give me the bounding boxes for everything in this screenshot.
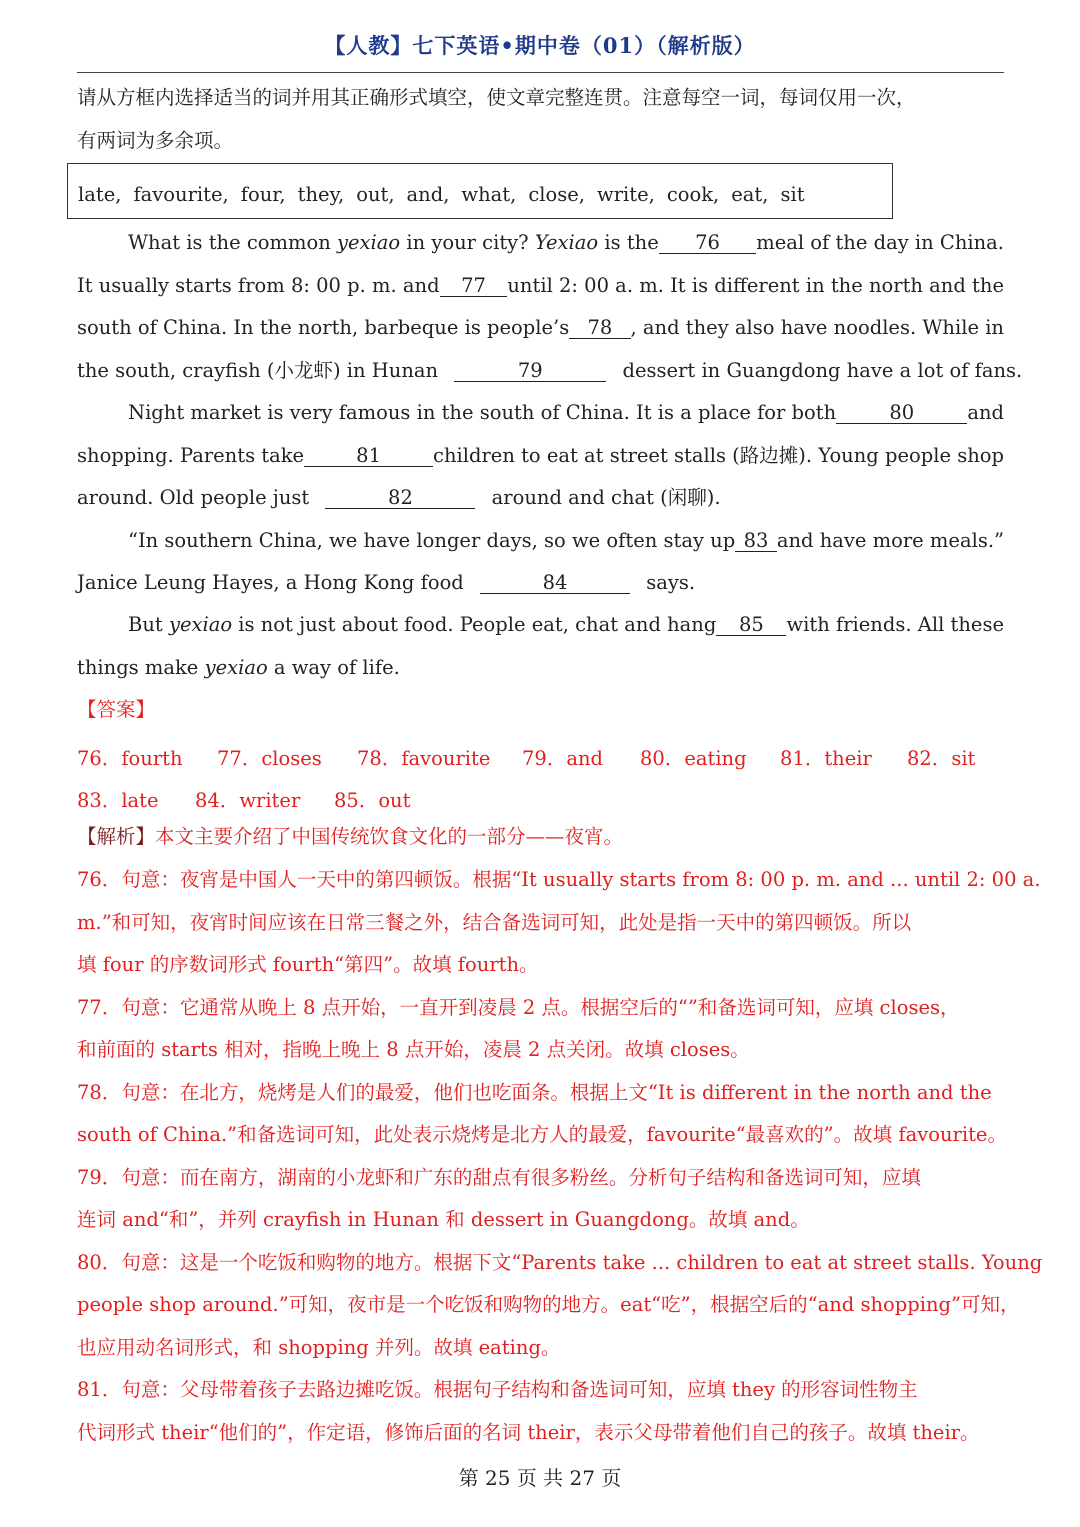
answer-item: 77．closes <box>217 747 322 770</box>
word-box-word: they, <box>297 183 345 206</box>
blank-77: 77 <box>440 276 508 297</box>
blank-78: 78 <box>569 318 630 339</box>
passage-line: the south, crayfish (小龙虾) in Hunan 79 dessert in Guangdong have a lot of fans. <box>77 359 1023 382</box>
answer-item: 84．writer <box>195 789 301 812</box>
analysis-line: m.”和可知，夜宵时间应该在日常三餐之外，结合备选词可知，此处是指一天中的第四顿饭。所以 <box>77 910 912 934</box>
analysis-line: 77．句意：它通常从晚上 8 点开始，一直开到凌晨 2 点。根据空后的“”和备选词可知，应填 closes， <box>77 995 960 1019</box>
answer-item: 82．sit <box>907 747 976 770</box>
word-box-words <box>78 183 817 206</box>
analysis-line: 81．句意：父母带着孩子去路边摊吃饭。根据句子结构和备选词可知，应填 they 的形容词性物主 <box>77 1378 918 1401</box>
analysis-line: 79．句意：而在南方，湖南的小龙虾和广东的甜点有很多粉丝。分析句子结构和备选词可知，应填 <box>77 1165 921 1189</box>
header-divider <box>77 72 1004 73</box>
word-box-word: four, <box>240 183 286 206</box>
word-box-word: favourite, <box>133 183 229 206</box>
passage-line: It usually starts from 8: 00 p. m. and 77 until 2: 00 a. m. It is different in the north and the <box>77 274 1004 297</box>
word-box-word: cook, <box>666 183 720 206</box>
analysis-line: 78．句意：在北方，烧烤是人们的最爱，他们也吃面条。根据上文“It is different in the north and the <box>77 1080 992 1104</box>
analysis-line: 填 four 的序数词形式 fourth“第四”。故填 fourth。 <box>77 953 539 976</box>
analysis-line: people shop around.”可知，夜市是一个吃饭和购物的地方。eat“吃”，根据空后的“and shopping”可知， <box>77 1293 1020 1316</box>
instruction-line-2: 有两词为多余项。 <box>77 129 234 152</box>
analysis-line: 和前面的 starts 相对，指晚上晚上 8 点开始，凌晨 2 点关闭。故填 closes。 <box>77 1038 750 1061</box>
answer-item: 85．out <box>334 789 411 812</box>
word-box <box>67 163 893 219</box>
blank-82: 82 <box>325 488 475 509</box>
word-box-word: eat, <box>731 183 769 206</box>
answer-item: 81．their <box>780 747 872 770</box>
word-box-word: write, <box>597 183 655 206</box>
passage-line: But yexiao is not just about food. People eat, chat and hang 85 with friends. All these <box>128 613 1004 636</box>
blank-79: 79 <box>454 361 606 382</box>
analysis-intro: 【解析】本文主要介绍了中国传统饮食文化的一部分——夜宵。 <box>77 825 624 848</box>
answers-row-1 <box>77 743 987 771</box>
answer-item: 78．favourite <box>357 747 491 770</box>
passage-line: What is the common yexiao in your city? Yexiao is the 76 meal of the day in China. <box>128 231 1004 254</box>
blank-83: 83 <box>735 531 777 552</box>
word-box-word: late, <box>78 183 122 206</box>
answer-item: 76．fourth <box>77 747 183 770</box>
analysis-line: 76．句意：夜宵是中国人一天中的第四顿饭。根据“It usually starts from 8: 00 p. m. and ... until 2: 00 a. <box>77 868 1041 891</box>
page-footer: 第 25 页 共 27 页 <box>458 1466 622 1490</box>
passage-line: things make yexiao a way of life. <box>77 656 400 679</box>
instruction-line-1: 请从方框内选择适当的词并用其正确形式填空，使文章完整连贯。注意每空一词，每词仅用一次， <box>77 86 916 109</box>
word-box-word: sit <box>780 183 805 206</box>
passage-line: south of China. In the north, barbeque is people’s 78 , and they also have noodles. While in <box>77 316 1004 339</box>
blank-84: 84 <box>480 573 630 594</box>
analysis-line: 连词 and“和”，并列 crayfish in Hunan 和 dessert in Guangdong。故填 and。 <box>77 1208 810 1231</box>
blank-81: 81 <box>304 446 433 467</box>
analysis-line: 代词形式 their“他们的”，作定语，修饰后面的名词 their，表示父母带着他们自己的孩子。故填 their。 <box>77 1420 980 1444</box>
analysis-line: 80．句意：这是一个吃饭和购物的地方。根据下文“Parents take ... children to eat at street stalls. Young <box>77 1250 1043 1274</box>
passage-line: around. Old people just 82 around and chat (闲聊). <box>77 486 721 509</box>
passage-line: Janice Leung Hayes, a Hong Kong food 84 says. <box>77 571 696 594</box>
word-box-word: out, <box>356 183 395 206</box>
answer-item: 80．eating <box>640 747 747 770</box>
word-box-word: what, <box>461 183 517 206</box>
answer-item: 79．and <box>522 747 603 770</box>
blank-80: 80 <box>836 403 967 424</box>
analysis-line: 也应用动名词形式，和 shopping 并列。故填 eating。 <box>77 1335 561 1359</box>
answers-row-2 <box>77 785 414 813</box>
word-box-word: close, <box>528 183 585 206</box>
blank-85: 85 <box>716 615 786 636</box>
analysis-line: south of China.”和备选词可知，此处表示烧烤是北方人的最爱，favourite“最喜欢的”。故填 favourite。 <box>77 1123 1007 1146</box>
passage-line: shopping. Parents take 81 children to eat at street stalls (路边摊). Young people shop <box>77 444 1004 467</box>
passage-line: Night market is very famous in the south of China. It is a place for both 80 and <box>128 401 1004 424</box>
word-box-word: and, <box>406 183 450 206</box>
answer-item: 83．late <box>77 789 159 812</box>
page-header-title: 【人教】七下英语•期中卷（01）（解析版） <box>324 33 756 58</box>
blank-76: 76 <box>659 233 756 254</box>
answer-heading: 【答案】 <box>77 698 156 721</box>
passage-line: “In southern China, we have longer days, so we often stay up 83 and have more meals.” <box>128 529 1004 552</box>
